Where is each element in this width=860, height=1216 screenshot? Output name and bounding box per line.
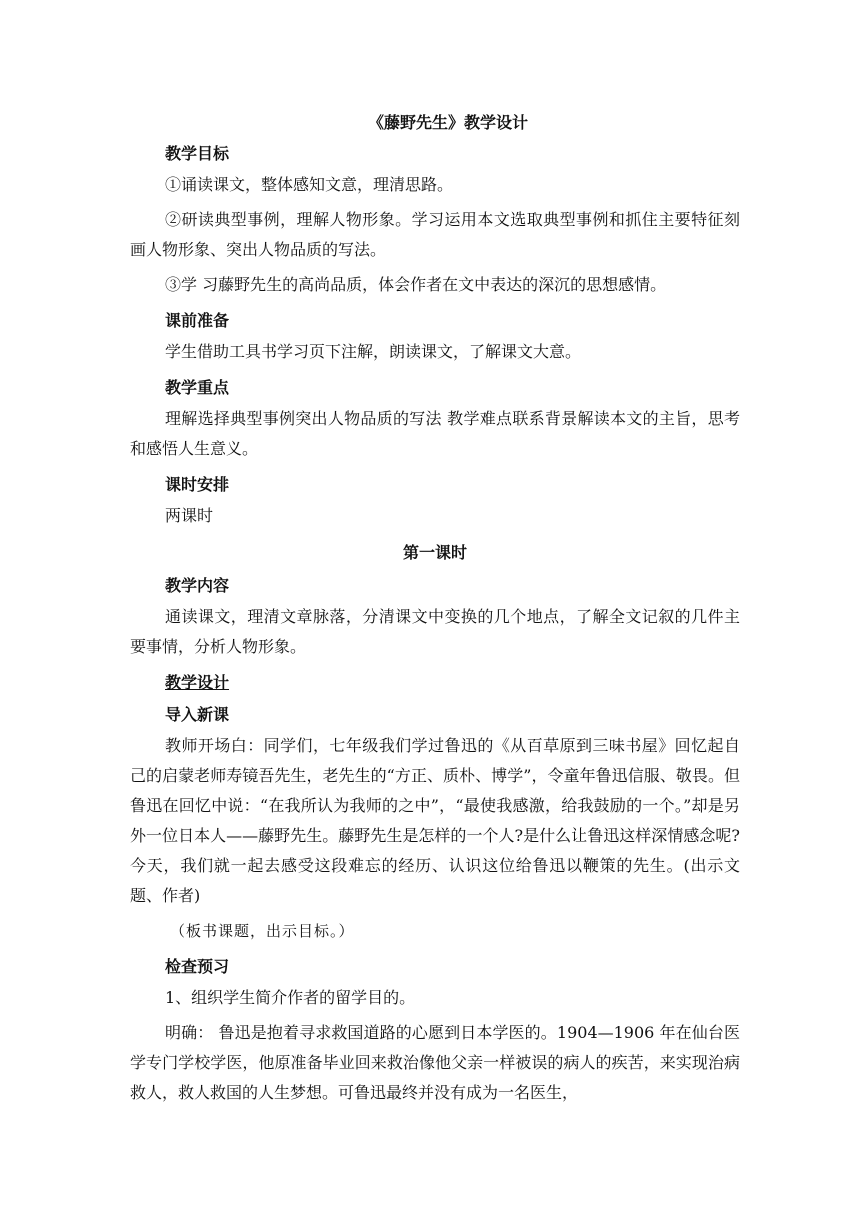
check-item-1: 1、组织学生简介作者的留学目的。 xyxy=(165,988,416,1007)
heading-introduction: 导入新课 xyxy=(165,705,230,724)
heading-teaching-goals: 教学目标 xyxy=(165,144,230,163)
lesson-one-title: 第一课时 xyxy=(402,543,467,562)
preparation-text: 学生借助工具书学习页下注解，朗读课文，了解课文大意。 xyxy=(165,342,582,361)
heading-key-points: 教学重点 xyxy=(165,378,230,397)
heading-teaching-content: 教学内容 xyxy=(165,576,230,595)
goal-2: ②研读典型事例，理解人物形象。学习运用本文选取典型事例和抓住主要特征刻画人物形象、突出人物品质的写法。 xyxy=(130,210,740,259)
heading-schedule: 课时安排 xyxy=(165,475,230,494)
key-points-text: 理解选择典型事例突出人物品质的写法 教学难点联系背景解读本文的主旨，思考和感悟人生意义。 xyxy=(130,409,740,458)
introduction-text: 教师开场白：同学们，七年级我们学过鲁迅的《从百草原到三味书屋》回忆起自己的启蒙老师寿镜吾先生，老先生的“方正、质朴、博学”，令童年鲁迅信服、敬畏。但鲁迅在回忆中说：“在我所认为我师的之中”，“最使我感激，给我鼓励的一个。”却是另外一位日本人——藤野先生。藤野先生是怎样的一个人?是什么让鲁迅这样深情感念呢?今天，我们就一起去感受这段难忘的经历、认识这位给鲁迅以鞭策的先生。(出示文题、作者) xyxy=(130,736,740,905)
board-note: （板书课题，出示目标。） xyxy=(170,922,355,940)
document-body xyxy=(130,108,740,1113)
document-title: 《藤野先生》教学设计 xyxy=(367,113,528,132)
heading-preparation: 课前准备 xyxy=(165,311,230,330)
heading-teaching-design: 教学设计 xyxy=(165,673,230,692)
goal-3: ③学 习藤野先生的高尚品质，体会作者在文中表达的深沉的思想感情。 xyxy=(165,275,667,294)
goal-1: ①诵读课文，整体感知文意，理清思路。 xyxy=(165,175,454,194)
answer-text: 明确： 鲁迅是抱着寻求救国道路的心愿到日本学医的。1904—1906 年在仙台医学专门学校学医，他原准备毕业回来救治像他父亲一样被误的病人的疾苦，来实现治病救人，救人救国的人生梦想。可鲁迅最终并没有成为一名医生， xyxy=(130,1023,740,1102)
heading-check-preview: 检查预习 xyxy=(165,957,230,976)
teaching-content-text: 通读课文，理清文章脉落，分清课文中变换的几个地点，了解全文记叙的几件主要事情，分析人物形象。 xyxy=(130,607,740,656)
schedule-text: 两课时 xyxy=(165,506,214,525)
